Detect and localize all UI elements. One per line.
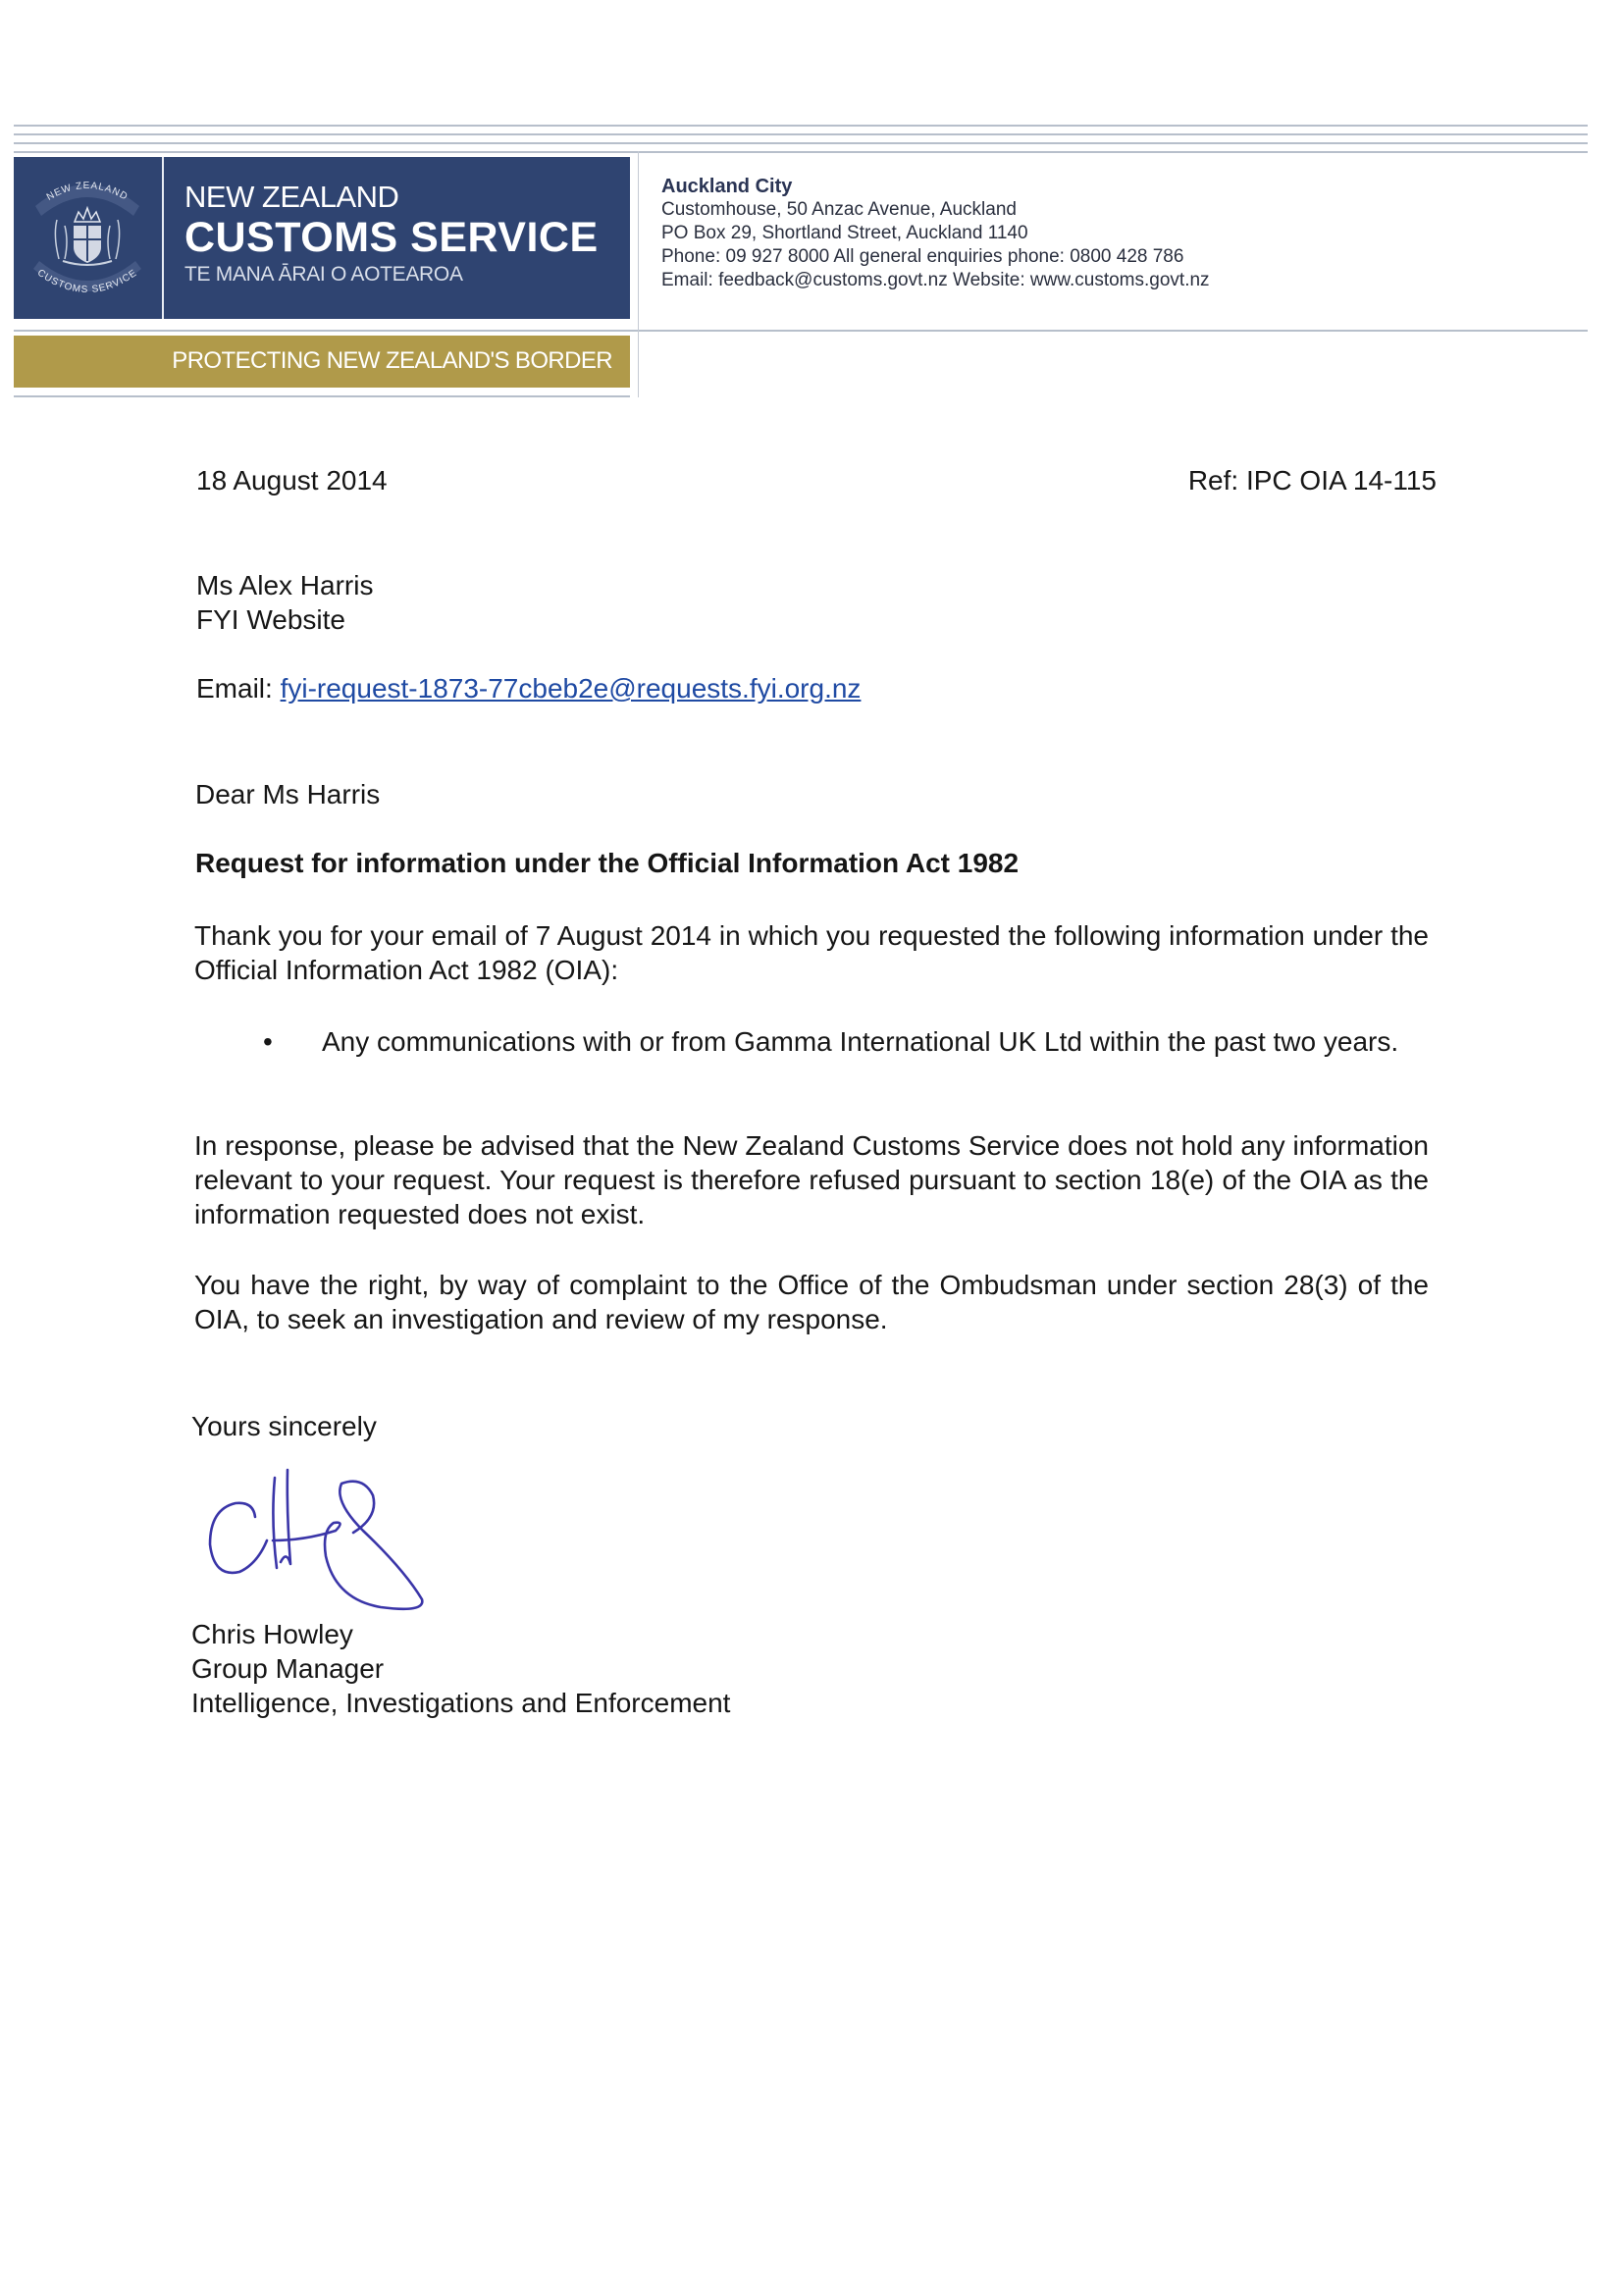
logo-divider — [162, 157, 164, 319]
letter-reference: Ref: IPC OIA 14-115 — [1187, 465, 1437, 496]
letterhead-vertical-rule — [638, 151, 639, 397]
office-address-line1: Customhouse, 50 Anzac Avenue, Auckland — [661, 199, 1017, 220]
signatory-name: Chris Howley — [191, 1619, 353, 1649]
closing: Yours sincerely — [191, 1411, 377, 1441]
letterhead-rule — [14, 142, 1588, 144]
org-name-line1: NEW ZEALAND — [184, 180, 399, 214]
recipient-block — [196, 568, 373, 637]
email-label: Email: — [196, 673, 281, 704]
office-city: Auckland City — [661, 176, 793, 197]
letterhead-rule — [14, 133, 1588, 135]
svg-text:NEW ZEALAND: NEW ZEALAND — [44, 180, 131, 203]
office-phone: Phone: 09 927 8000 All general enquiries phone: 0800 428 786 — [661, 246, 1184, 267]
letterhead-rule — [14, 330, 1588, 332]
letter-subject: Request for information under the Official Information Act 1982 — [195, 848, 1020, 878]
letterhead-rule — [14, 395, 630, 397]
signatory-unit: Intelligence, Investigations and Enforcement — [191, 1688, 731, 1718]
letter-date: 18 August 2014 — [196, 465, 388, 496]
svg-text:CUSTOMS SERVICE: CUSTOMS SERVICE — [34, 267, 140, 296]
organisation-name — [184, 181, 599, 288]
letterhead-logo-block — [14, 157, 630, 319]
office-email-website: Email: feedback@customs.govt.nz Website: www.customs.govt.nz — [661, 270, 1210, 290]
paragraph-response: In response, please be advised that the New Zealand Customs Service does not hold any information relevant to your request. Your request is therefore refused pursuant to section 18(e) of the OIA as the information requested does not exist. — [194, 1130, 1429, 1229]
salutation: Dear Ms Harris — [195, 779, 381, 809]
org-maori-name: TE MANA ĀRAI O AOTEAROA — [184, 263, 463, 286]
bullet-text: Any communications with or from Gamma International UK Ltd within the past two years. — [322, 1026, 1399, 1057]
letterhead-rule — [14, 151, 1588, 153]
crest-panel — [14, 157, 161, 319]
tagline: PROTECTING NEW ZEALAND'S BORDER — [172, 347, 612, 374]
paragraph-intro: Thank you for your email of 7 August 2014 in which you requested the following information under the Official Information Act 1982 (OIA): — [194, 920, 1429, 985]
office-address-block — [661, 175, 1210, 292]
recipient-name: Ms Alex Harris — [196, 570, 374, 600]
recipient-email — [196, 671, 861, 705]
tagline-band — [14, 336, 630, 388]
coat-of-arms-icon — [14, 157, 161, 319]
bullet-icon: • — [263, 1026, 273, 1057]
letterhead-rule — [14, 125, 1588, 127]
paragraph-rights: You have the right, by way of complaint to the Office of the Ombudsman under section 28(3) of the OIA, to seek an investigation and review of my response. — [194, 1270, 1429, 1334]
office-address-line2: PO Box 29, Shortland Street, Auckland 1140 — [661, 223, 1028, 243]
email-link[interactable]: fyi-request-1873-77cbeb2e@requests.fyi.org.nz — [280, 673, 862, 704]
recipient-organisation: FYI Website — [196, 604, 345, 635]
org-name-line2: CUSTOMS SERVICE — [184, 214, 599, 261]
signatory-title: Group Manager — [191, 1653, 385, 1684]
